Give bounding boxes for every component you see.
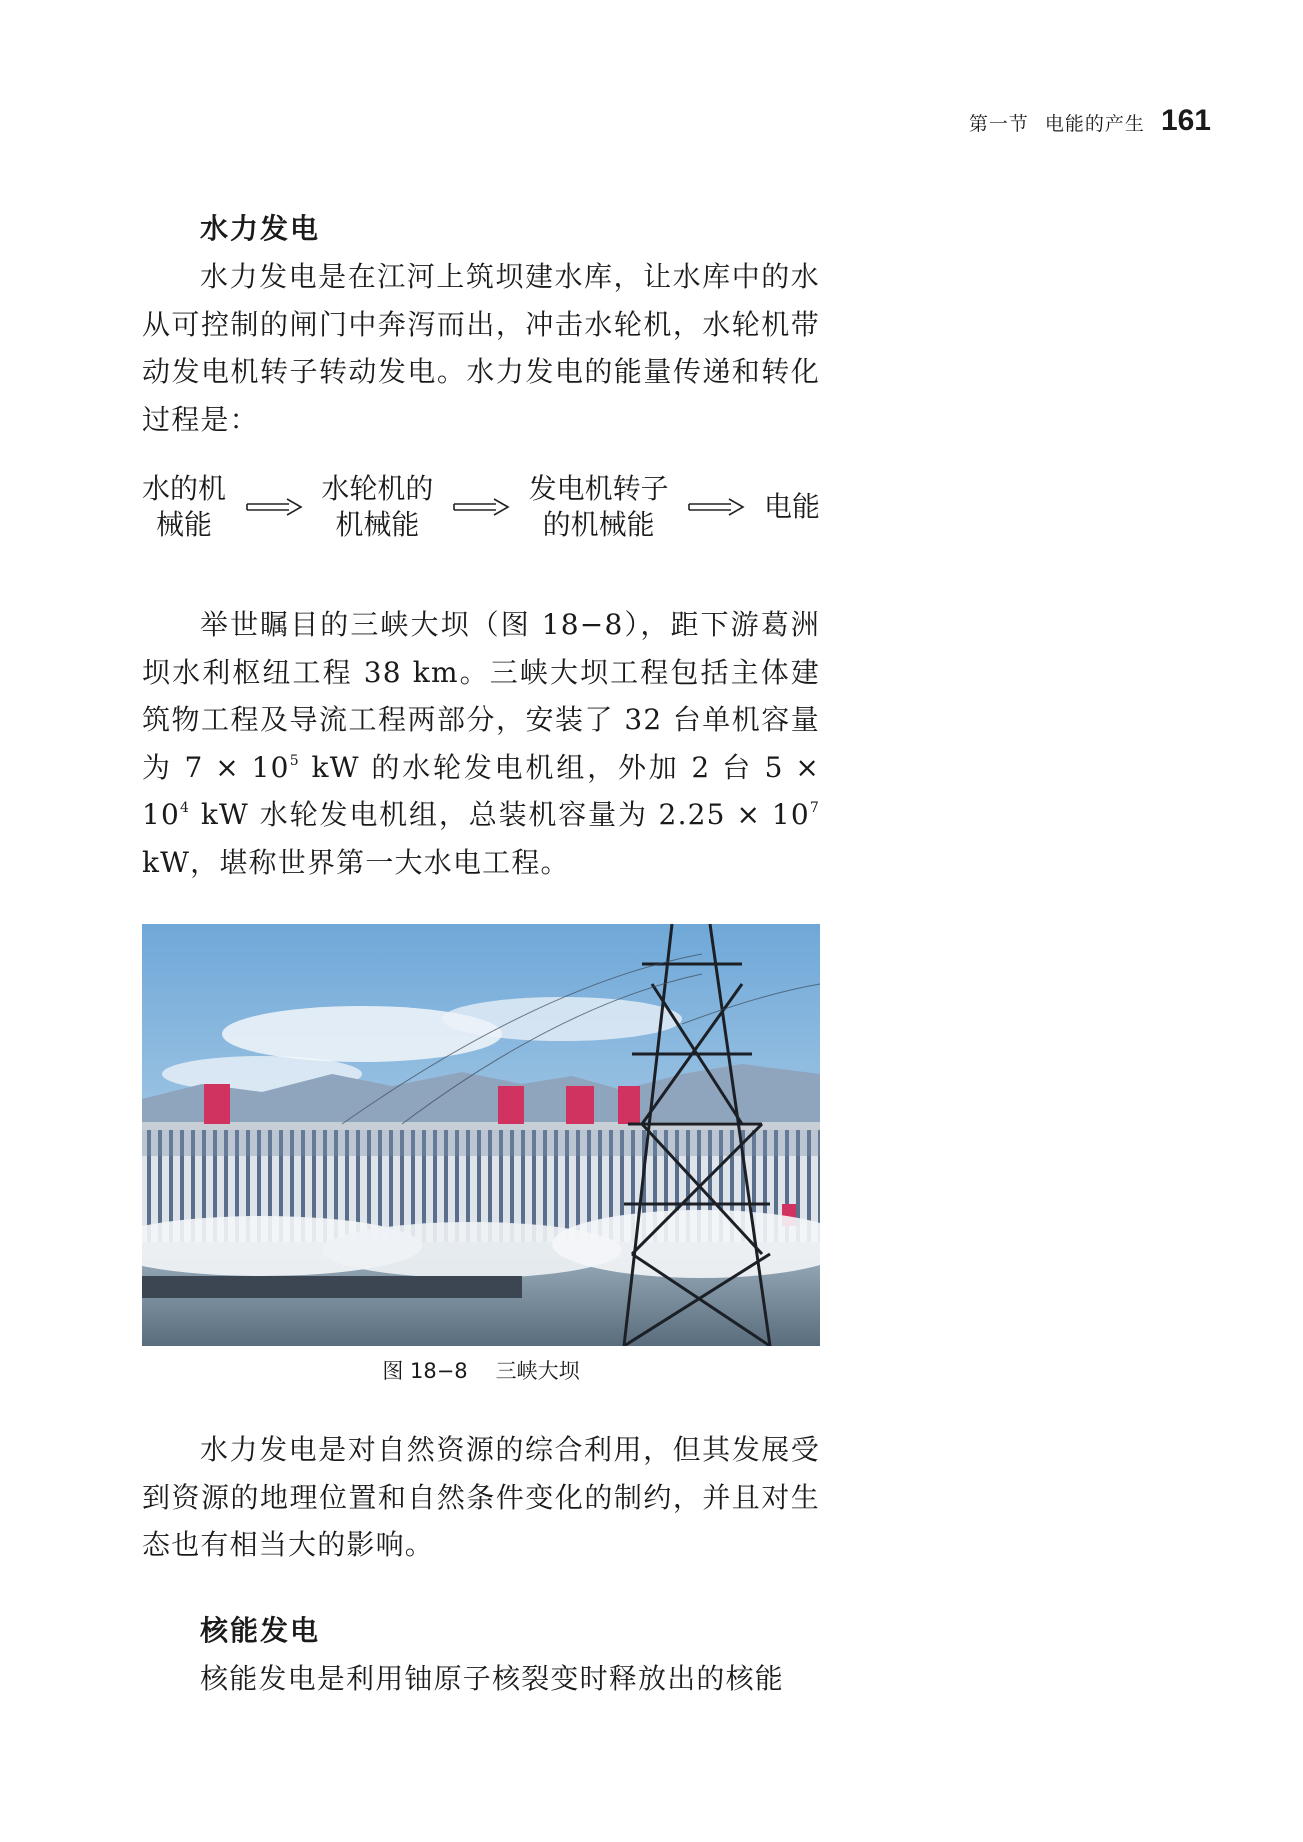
exponent: 5: [289, 752, 300, 769]
flow-node-text: 水轮机的: [321, 472, 434, 505]
three-gorges-dam-photo: [142, 924, 820, 1346]
paragraph-text: kW 水轮发电机组，总装机容量为 2.25 × 10: [190, 798, 810, 831]
double-arrow-icon: [687, 497, 745, 517]
paragraph-text: 举世瞩目的三峡大坝（图 18−8），距下游葛洲坝水利枢纽工程 38 km。三峡大坝工程包括主体建筑物工程及导流工程两部分，安装了 32 台单机容量为 7 × 10: [142, 608, 820, 784]
heading-nuclear: 核能发电: [200, 1613, 321, 1647]
flow-node-text: 的机械能: [542, 508, 655, 541]
flow-node-turbine: [321, 471, 433, 543]
page-number: 161: [1160, 104, 1211, 137]
section-title: 电能的产生: [1044, 113, 1145, 135]
figure-title: 三峡大坝: [495, 1359, 580, 1383]
flow-node-rotor: [529, 471, 669, 543]
flow-node-text: 械能: [156, 508, 213, 541]
figure-label: 图 18−8: [382, 1359, 468, 1383]
paragraph-text: kW，堪称世界第一大水电工程。: [142, 845, 570, 879]
flow-node-water: [142, 471, 226, 543]
flow-node-text: 水的机: [142, 472, 227, 505]
double-arrow-icon: [245, 497, 303, 517]
heading-hydro: 水力发电: [200, 212, 321, 245]
flow-node-text: 机械能: [335, 508, 420, 541]
running-header: [969, 104, 1211, 138]
section-number: 第一节: [968, 113, 1029, 135]
page-body: [142, 205, 820, 1702]
paragraph-text: kW 的水轮发电机组，外加 2 台 5 × 10: [142, 750, 821, 831]
figure-three-gorges: [142, 924, 820, 1386]
exponent: 7: [809, 800, 820, 816]
paragraph-hydro-intro: 水力发电是在江河上筑坝建水库，让水库中的水从可控制的闸门中奔泻而出，冲击水轮机，水轮机带动发电机转子转动发电。水力发电的能量传递和转化过程是：: [142, 260, 820, 436]
flow-node-electric: [764, 489, 820, 525]
paragraph-hydro-summary: 水力发电是对自然资源的综合利用，但其发展受到资源的地理位置和自然条件变化的制约，并且对生态也有相当大的影响。: [142, 1433, 820, 1561]
paragraph-three-gorges: [142, 601, 820, 886]
paragraph-nuclear-intro: 核能发电是利用铀原子核裂变时释放出的核能: [200, 1661, 785, 1695]
figure-caption: [142, 1356, 820, 1386]
energy-flow-diagram: [142, 467, 820, 547]
exponent: 4: [180, 800, 191, 816]
running-header-section: [969, 109, 1145, 136]
double-arrow-icon: [452, 497, 510, 517]
flow-node-text: 发电机转子: [528, 472, 669, 505]
flow-node-text: 电能: [763, 490, 820, 523]
